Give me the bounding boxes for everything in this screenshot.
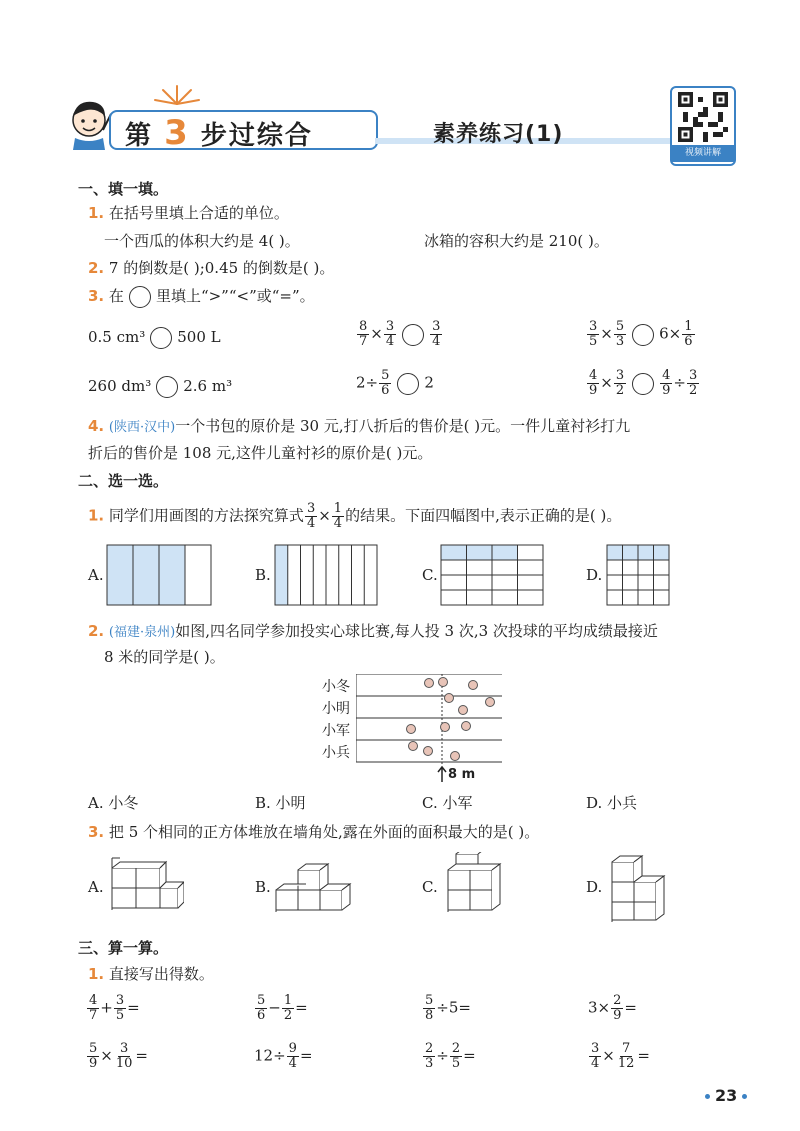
ball-mark	[469, 681, 478, 690]
ball-mark	[459, 706, 468, 715]
s1-q4-line2: 折后的售价是 108 元,这件儿童衬衫的原价是( )元。	[88, 444, 433, 462]
calc-item-7: $\frac{2}{3}$ ÷ $\frac{2}{5}$ =	[425, 1041, 476, 1071]
ball-mark	[445, 694, 454, 703]
operator: ×	[600, 324, 613, 343]
s2-q3	[88, 821, 539, 842]
s1-q3	[88, 285, 315, 308]
ball-mark	[441, 723, 450, 732]
expr-left: 0.5 cm³	[88, 328, 146, 346]
question-text-before: 在	[108, 287, 124, 305]
fraction: $\frac{4}{9}$	[662, 368, 671, 398]
option-a-figure[interactable]	[106, 544, 212, 606]
fraction: $\frac{5}{3}$	[615, 319, 625, 349]
fraction: $\frac{5}{6}$	[381, 368, 390, 398]
option-b-cubes[interactable]	[272, 852, 356, 914]
qr-code[interactable]	[670, 86, 736, 166]
ball-mark	[425, 679, 434, 688]
s1-q1-line-b: 冰箱的容积大约是 210( )。	[424, 232, 609, 250]
dot-icon	[705, 1094, 710, 1099]
compare-circle[interactable]	[632, 324, 654, 346]
throw-chart	[320, 674, 510, 784]
option-c-cubes[interactable]	[440, 852, 524, 914]
question-text: 一个书包的原价是 30 元,打八折后的售价是( )元。一件儿童衬衫打九	[175, 417, 631, 435]
option-c-label[interactable]: C.	[422, 566, 438, 584]
option-c-figure[interactable]	[440, 544, 544, 606]
fraction: $\frac{3}{4}$	[385, 319, 395, 349]
compare-r1c1	[88, 327, 221, 349]
section-choose-title: 二、选一选。	[78, 472, 169, 490]
ball-mark	[409, 742, 418, 751]
name-label: 小明	[322, 701, 350, 717]
fraction: $\frac{3}{4}$	[306, 501, 316, 531]
page-number-text: 23	[715, 1086, 738, 1105]
expr-right: 6×	[659, 324, 682, 343]
question-text: 直接写出得数。	[108, 965, 214, 983]
s2-q2-line2: 8 米的同学是( )。	[104, 648, 225, 666]
calc-item-6: 12÷ $\frac{9}{4}$ =	[254, 1041, 313, 1071]
calc-item-2: $\frac{5}{6}$ − $\frac{1}{2}$ =	[257, 993, 308, 1023]
compare-r2c2	[356, 369, 434, 398]
qr-code-icon	[678, 92, 728, 142]
name-label: 小军	[322, 723, 350, 739]
calc-item-1: $\frac{4}{7}$ + $\frac{3}{5}$ =	[89, 993, 140, 1023]
s1-q1-line-a: 一个西瓜的体积大约是 4( )。	[104, 232, 300, 250]
question-number: 3.	[88, 823, 105, 841]
question-number: 3.	[88, 287, 105, 305]
question-text-after: 的结果。下面四幅图中,表示正确的是( )。	[345, 506, 622, 525]
compare-circle[interactable]	[632, 373, 654, 395]
option-b-figure[interactable]	[274, 544, 378, 606]
question-source: (陕西·汉中)	[108, 420, 176, 435]
s2-q1	[88, 502, 621, 531]
name-label: 小冬	[322, 679, 350, 695]
compare-circle[interactable]	[402, 324, 424, 346]
calc-item-5: $\frac{5}{9}$ × $\frac{3}{10}$ =	[89, 1041, 148, 1071]
operator: ×	[600, 373, 613, 392]
option-d-label[interactable]: D.	[586, 566, 603, 584]
compare-r1c3	[586, 320, 696, 349]
calc-item-3: $\frac{5}{8}$ ÷5=	[425, 993, 471, 1023]
question-source: (福建·泉州)	[108, 625, 176, 640]
ball-mark	[486, 698, 495, 707]
calc-item-8: $\frac{3}{4}$ × $\frac{7}{12}$ =	[591, 1041, 650, 1071]
s1-q4	[88, 415, 630, 436]
question-number: 2.	[88, 259, 105, 277]
name-label: 小兵	[322, 745, 350, 761]
question-text: 如图,四名同学参加投实心球比赛,每人投 3 次,3 次投球的平均成绩最接近	[175, 622, 658, 640]
option-d-label[interactable]: D.	[586, 878, 603, 896]
compare-circle[interactable]	[129, 286, 151, 308]
question-text: 7 的倒数是( );0.45 的倒数是( )。	[108, 259, 335, 277]
option-b[interactable]: B. 小明	[255, 794, 306, 812]
option-b-label[interactable]: B.	[255, 878, 271, 896]
page-subtitle: 素养练习(1)	[433, 122, 564, 147]
ball-mark	[451, 752, 460, 761]
operator: ÷	[673, 373, 686, 392]
question-number: 2.	[88, 622, 105, 640]
student-mascot-icon	[65, 94, 115, 150]
expr-right: 2.6 m³	[183, 377, 233, 395]
s1-q2	[88, 257, 334, 278]
option-a-label[interactable]: A.	[88, 878, 104, 896]
compare-r1c2	[356, 320, 443, 349]
expr-right: 500 L	[177, 328, 221, 346]
question-text: 在括号里填上合适的单位。	[108, 204, 289, 222]
operator: ×	[370, 324, 383, 343]
s1-q1	[88, 202, 289, 223]
section-fill-title: 一、填一填。	[78, 180, 169, 198]
expr-left: 2÷	[356, 373, 379, 392]
chapter-title	[125, 113, 313, 153]
option-a[interactable]: A. 小冬	[88, 794, 139, 812]
calc-item-4: 3× $\frac{2}{9}$ =	[588, 993, 637, 1023]
qr-label: 视频讲解	[672, 145, 734, 162]
dot-icon	[742, 1094, 747, 1099]
question-number: 1.	[88, 506, 105, 525]
operator: ×	[318, 506, 331, 525]
question-number: 4.	[88, 417, 105, 435]
fraction: $\frac{1}{4}$	[333, 501, 343, 531]
s3-q1	[88, 963, 214, 984]
throw-chart-plot	[356, 674, 506, 786]
title-suffix: 步过综合	[200, 121, 313, 151]
compare-circle[interactable]	[150, 327, 172, 349]
option-a-label[interactable]: A.	[88, 566, 104, 584]
mark-label: 8 m	[448, 767, 476, 782]
compare-r2c3	[586, 369, 700, 398]
sun-rays-icon	[147, 82, 207, 108]
expr-left: 260 dm³	[88, 377, 152, 395]
s2-q2	[88, 620, 658, 641]
fraction: $\frac{8}{7}$	[359, 319, 368, 349]
compare-circle[interactable]	[397, 373, 419, 395]
title-number: 3	[164, 113, 190, 153]
question-text: 把 5 个相同的正方体堆放在墙角处,露在外面的面积最大的是( )。	[108, 823, 540, 841]
section-calc-title: 三、算一算。	[78, 939, 169, 957]
ball-mark	[424, 747, 433, 756]
option-d-cubes[interactable]	[606, 844, 666, 924]
fraction: $\frac{3}{2}$	[689, 368, 698, 398]
option-d[interactable]: D. 小兵	[586, 794, 638, 812]
question-text-after: 里填上“>”“<”或“=”。	[155, 287, 315, 305]
compare-r2c1	[88, 376, 232, 398]
expr-right: 2	[424, 373, 434, 392]
question-text-before: 同学们用画图的方法探究算式	[108, 506, 304, 525]
option-b-label[interactable]: B.	[255, 566, 271, 584]
ball-mark	[407, 725, 416, 734]
option-c[interactable]: C. 小军	[422, 794, 473, 812]
question-number: 1.	[88, 204, 105, 222]
fraction: $\frac{4}{9}$	[589, 368, 598, 398]
option-a-cubes[interactable]	[104, 856, 184, 914]
fraction: $\frac{3}{2}$	[615, 368, 625, 398]
fraction: $\frac{3}{4}$	[432, 319, 441, 349]
page-number	[700, 1086, 752, 1105]
fraction: $\frac{3}{5}$	[589, 319, 598, 349]
title-prefix: 第	[125, 121, 154, 151]
option-c-label[interactable]: C.	[422, 878, 438, 896]
compare-circle[interactable]	[156, 376, 178, 398]
fraction: $\frac{1}{6}$	[684, 319, 693, 349]
ball-mark	[462, 722, 471, 731]
option-d-figure[interactable]	[606, 544, 670, 606]
ball-mark	[439, 678, 448, 687]
question-number: 1.	[88, 965, 105, 983]
